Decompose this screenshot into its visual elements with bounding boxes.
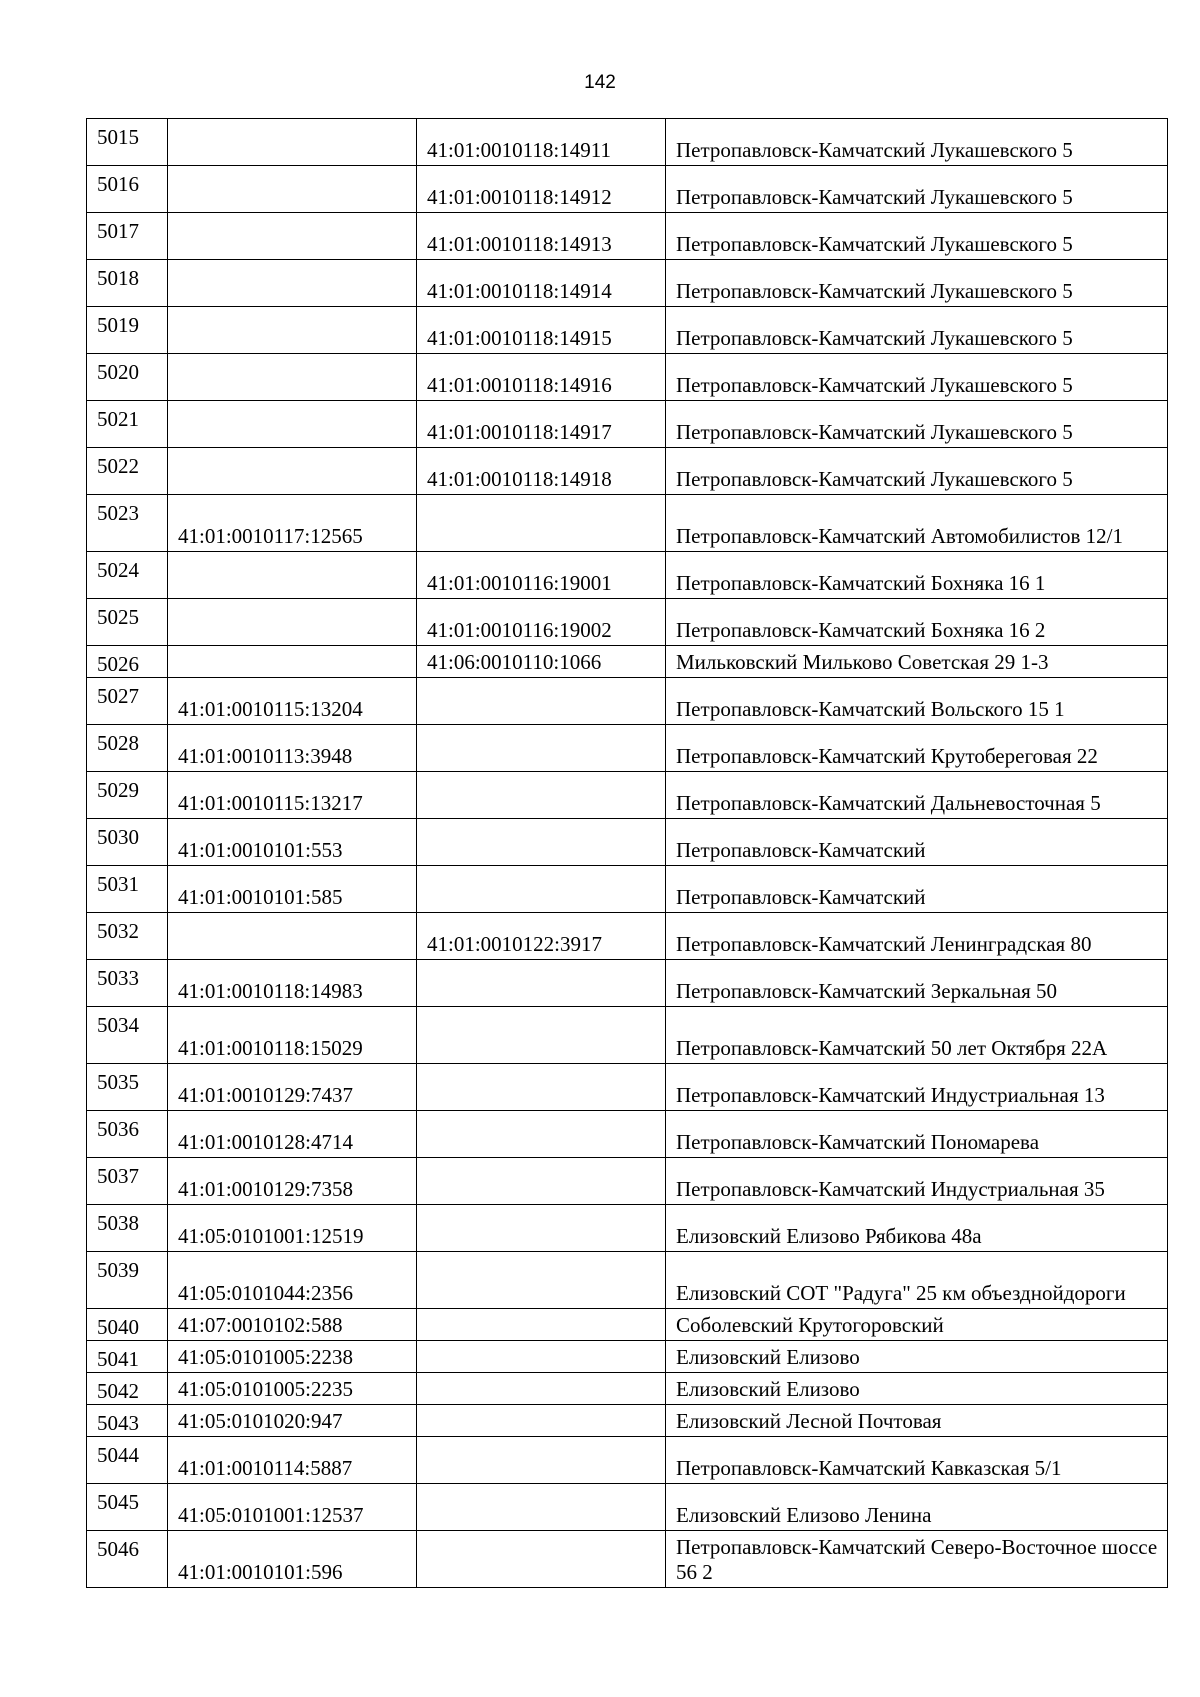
address-cell: Петропавловск-Камчатский Зеркальная 50 [666, 960, 1168, 1007]
address-cell: Петропавловск-Камчатский Индустриальная 13 [666, 1064, 1168, 1111]
cadastral-number-cell [168, 401, 417, 448]
table-row [87, 1405, 1168, 1437]
row-number-cell: 5019 [87, 307, 168, 354]
cadastral-number-cell [168, 260, 417, 307]
cadastral-number-cell: 41:05:0101005:2238 [168, 1341, 417, 1373]
cadastral-number-cell: 41:01:0010114:5887 [168, 1437, 417, 1484]
cadastral-number-secondary-cell [417, 1531, 666, 1588]
cadastral-number-cell: 41:01:0010101:596 [168, 1531, 417, 1588]
table-row [87, 166, 1168, 213]
address-cell: Петропавловск-Камчатский Северо-Восточное шоссе 56 2 [666, 1531, 1168, 1588]
cadastral-number-cell: 41:01:0010118:14983 [168, 960, 417, 1007]
table-row [87, 1007, 1168, 1064]
cadastral-number-cell [168, 646, 417, 678]
cadastral-number-cell: 41:01:0010101:585 [168, 866, 417, 913]
row-number-cell: 5029 [87, 772, 168, 819]
table-row [87, 1341, 1168, 1373]
address-cell: Елизовский Елизово [666, 1341, 1168, 1373]
cadastral-number-secondary-cell: 41:01:0010118:14916 [417, 354, 666, 401]
cadastral-number-secondary-cell: 41:01:0010118:14912 [417, 166, 666, 213]
row-number-cell: 5039 [87, 1252, 168, 1309]
row-number-cell: 5027 [87, 678, 168, 725]
table-row [87, 1437, 1168, 1484]
cadastral-number-secondary-cell [417, 1405, 666, 1437]
address-cell: Петропавловск-Камчатский Лукашевского 5 [666, 119, 1168, 166]
cadastral-number-secondary-cell [417, 1309, 666, 1341]
cadastral-number-cell [168, 166, 417, 213]
cadastral-number-secondary-cell [417, 1158, 666, 1205]
cadastral-number-secondary-cell [417, 1484, 666, 1531]
row-number-cell: 5040 [87, 1309, 168, 1341]
cadastral-number-cell: 41:01:0010129:7437 [168, 1064, 417, 1111]
row-number-cell: 5032 [87, 913, 168, 960]
cadastral-number-secondary-cell: 41:01:0010118:14911 [417, 119, 666, 166]
table-row [87, 1531, 1168, 1588]
cadastral-number-secondary-cell: 41:01:0010122:3917 [417, 913, 666, 960]
row-number-cell: 5042 [87, 1373, 168, 1405]
table-row [87, 552, 1168, 599]
row-number-cell: 5018 [87, 260, 168, 307]
row-number-cell: 5031 [87, 866, 168, 913]
table-row [87, 307, 1168, 354]
address-cell: Петропавловск-Камчатский Лукашевского 5 [666, 166, 1168, 213]
cadastral-number-secondary-cell [417, 1205, 666, 1252]
cadastral-number-cell: 41:01:0010113:3948 [168, 725, 417, 772]
row-number-cell: 5028 [87, 725, 168, 772]
row-number-cell: 5035 [87, 1064, 168, 1111]
cadastral-number-secondary-cell [417, 678, 666, 725]
cadastral-number-secondary-cell: 41:01:0010116:19002 [417, 599, 666, 646]
cadastral-number-secondary-cell [417, 960, 666, 1007]
table-row [87, 819, 1168, 866]
address-cell: Елизовский Елизово Рябикова 48а [666, 1205, 1168, 1252]
address-cell: Петропавловск-Камчатский Автомобилистов 12/1 [666, 495, 1168, 552]
address-cell: Петропавловск-Камчатский Индустриальная 35 [666, 1158, 1168, 1205]
row-number-cell: 5020 [87, 354, 168, 401]
address-cell: Петропавловск-Камчатский [666, 819, 1168, 866]
row-number-cell: 5033 [87, 960, 168, 1007]
cadastral-number-cell [168, 913, 417, 960]
cadastral-number-cell [168, 119, 417, 166]
cadastral-number-secondary-cell [417, 1341, 666, 1373]
registry-table [86, 118, 1168, 1588]
address-cell: Петропавловск-Камчатский Кавказская 5/1 [666, 1437, 1168, 1484]
table-row [87, 913, 1168, 960]
cadastral-number-secondary-cell [417, 1437, 666, 1484]
cadastral-number-cell: 41:05:0101020:947 [168, 1405, 417, 1437]
row-number-cell: 5038 [87, 1205, 168, 1252]
registry-table-body [87, 119, 1168, 1588]
cadastral-number-secondary-cell [417, 866, 666, 913]
table-row [87, 495, 1168, 552]
table-row [87, 866, 1168, 913]
cadastral-number-cell [168, 307, 417, 354]
table-row [87, 1309, 1168, 1341]
cadastral-number-secondary-cell: 41:01:0010116:19001 [417, 552, 666, 599]
table-row [87, 401, 1168, 448]
table-row [87, 1373, 1168, 1405]
address-cell: Петропавловск-Камчатский Бохняка 16 2 [666, 599, 1168, 646]
cadastral-number-cell: 41:05:0101001:12537 [168, 1484, 417, 1531]
cadastral-number-cell: 41:01:0010129:7358 [168, 1158, 417, 1205]
table-row [87, 1205, 1168, 1252]
table-row [87, 1111, 1168, 1158]
cadastral-number-secondary-cell: 41:01:0010118:14913 [417, 213, 666, 260]
row-number-cell: 5015 [87, 119, 168, 166]
cadastral-number-secondary-cell [417, 819, 666, 866]
address-cell: Елизовский Лесной Почтовая [666, 1405, 1168, 1437]
address-cell: Елизовский Елизово [666, 1373, 1168, 1405]
table-row [87, 1484, 1168, 1531]
cadastral-number-secondary-cell [417, 1252, 666, 1309]
table-row [87, 678, 1168, 725]
address-cell: Елизовский Елизово Ленина [666, 1484, 1168, 1531]
cadastral-number-cell [168, 354, 417, 401]
address-cell: Петропавловск-Камчатский Лукашевского 5 [666, 307, 1168, 354]
address-cell: Петропавловск-Камчатский Лукашевского 5 [666, 260, 1168, 307]
address-cell: Петропавловск-Камчатский Лукашевского 5 [666, 213, 1168, 260]
cadastral-number-cell [168, 599, 417, 646]
page-number: 142 [584, 72, 616, 93]
cadastral-number-cell [168, 213, 417, 260]
cadastral-number-secondary-cell: 41:06:0010110:1066 [417, 646, 666, 678]
row-number-cell: 5045 [87, 1484, 168, 1531]
cadastral-number-cell: 41:01:0010118:15029 [168, 1007, 417, 1064]
table-row [87, 646, 1168, 678]
row-number-cell: 5043 [87, 1405, 168, 1437]
row-number-cell: 5021 [87, 401, 168, 448]
row-number-cell: 5026 [87, 646, 168, 678]
table-row [87, 1158, 1168, 1205]
table-row [87, 1064, 1168, 1111]
row-number-cell: 5017 [87, 213, 168, 260]
cadastral-number-cell: 41:07:0010102:588 [168, 1309, 417, 1341]
address-cell: Петропавловск-Камчатский Дальневосточная 5 [666, 772, 1168, 819]
cadastral-number-secondary-cell: 41:01:0010118:14915 [417, 307, 666, 354]
cadastral-number-secondary-cell [417, 1064, 666, 1111]
table-row [87, 260, 1168, 307]
cadastral-number-cell: 41:01:0010115:13204 [168, 678, 417, 725]
cadastral-number-secondary-cell [417, 725, 666, 772]
cadastral-number-secondary-cell [417, 1111, 666, 1158]
cadastral-number-cell: 41:01:0010128:4714 [168, 1111, 417, 1158]
row-number-cell: 5024 [87, 552, 168, 599]
cadastral-number-cell: 41:01:0010115:13217 [168, 772, 417, 819]
address-cell: Мильковский Мильково Советская 29 1-3 [666, 646, 1168, 678]
cadastral-number-cell [168, 448, 417, 495]
table-row [87, 354, 1168, 401]
table-row [87, 772, 1168, 819]
cadastral-number-secondary-cell: 41:01:0010118:14918 [417, 448, 666, 495]
row-number-cell: 5044 [87, 1437, 168, 1484]
address-cell: Петропавловск-Камчатский Пономарева [666, 1111, 1168, 1158]
table-row [87, 1252, 1168, 1309]
address-cell: Петропавловск-Камчатский Вольского 15 1 [666, 678, 1168, 725]
address-cell: Петропавловск-Камчатский Лукашевского 5 [666, 401, 1168, 448]
cadastral-number-secondary-cell: 41:01:0010118:14914 [417, 260, 666, 307]
address-cell: Петропавловск-Камчатский 50 лет Октября 22А [666, 1007, 1168, 1064]
table-row [87, 725, 1168, 772]
cadastral-number-cell: 41:05:0101001:12519 [168, 1205, 417, 1252]
table-row [87, 213, 1168, 260]
row-number-cell: 5030 [87, 819, 168, 866]
row-number-cell: 5037 [87, 1158, 168, 1205]
address-cell: Петропавловск-Камчатский Крутобереговая 22 [666, 725, 1168, 772]
table-row [87, 599, 1168, 646]
cadastral-number-secondary-cell [417, 1373, 666, 1405]
cadastral-number-secondary-cell [417, 772, 666, 819]
cadastral-number-secondary-cell [417, 1007, 666, 1064]
row-number-cell: 5046 [87, 1531, 168, 1588]
cadastral-number-cell: 41:05:0101005:2235 [168, 1373, 417, 1405]
cadastral-number-cell: 41:01:0010101:553 [168, 819, 417, 866]
address-cell: Петропавловск-Камчатский Лукашевского 5 [666, 354, 1168, 401]
row-number-cell: 5022 [87, 448, 168, 495]
table-row [87, 119, 1168, 166]
row-number-cell: 5016 [87, 166, 168, 213]
cadastral-number-secondary-cell [417, 495, 666, 552]
cadastral-number-cell: 41:05:0101044:2356 [168, 1252, 417, 1309]
address-cell: Петропавловск-Камчатский Бохняка 16 1 [666, 552, 1168, 599]
address-cell: Елизовский СОТ "Радуга" 25 км объезднойдороги [666, 1252, 1168, 1309]
row-number-cell: 5023 [87, 495, 168, 552]
table-row [87, 960, 1168, 1007]
row-number-cell: 5036 [87, 1111, 168, 1158]
row-number-cell: 5025 [87, 599, 168, 646]
table-row [87, 448, 1168, 495]
row-number-cell: 5034 [87, 1007, 168, 1064]
address-cell: Петропавловск-Камчатский [666, 866, 1168, 913]
cadastral-number-cell: 41:01:0010117:12565 [168, 495, 417, 552]
address-cell: Петропавловск-Камчатский Лукашевского 5 [666, 448, 1168, 495]
cadastral-number-cell [168, 552, 417, 599]
address-cell: Соболевский Крутогоровский [666, 1309, 1168, 1341]
cadastral-number-secondary-cell: 41:01:0010118:14917 [417, 401, 666, 448]
address-cell: Петропавловск-Камчатский Ленинградская 80 [666, 913, 1168, 960]
row-number-cell: 5041 [87, 1341, 168, 1373]
